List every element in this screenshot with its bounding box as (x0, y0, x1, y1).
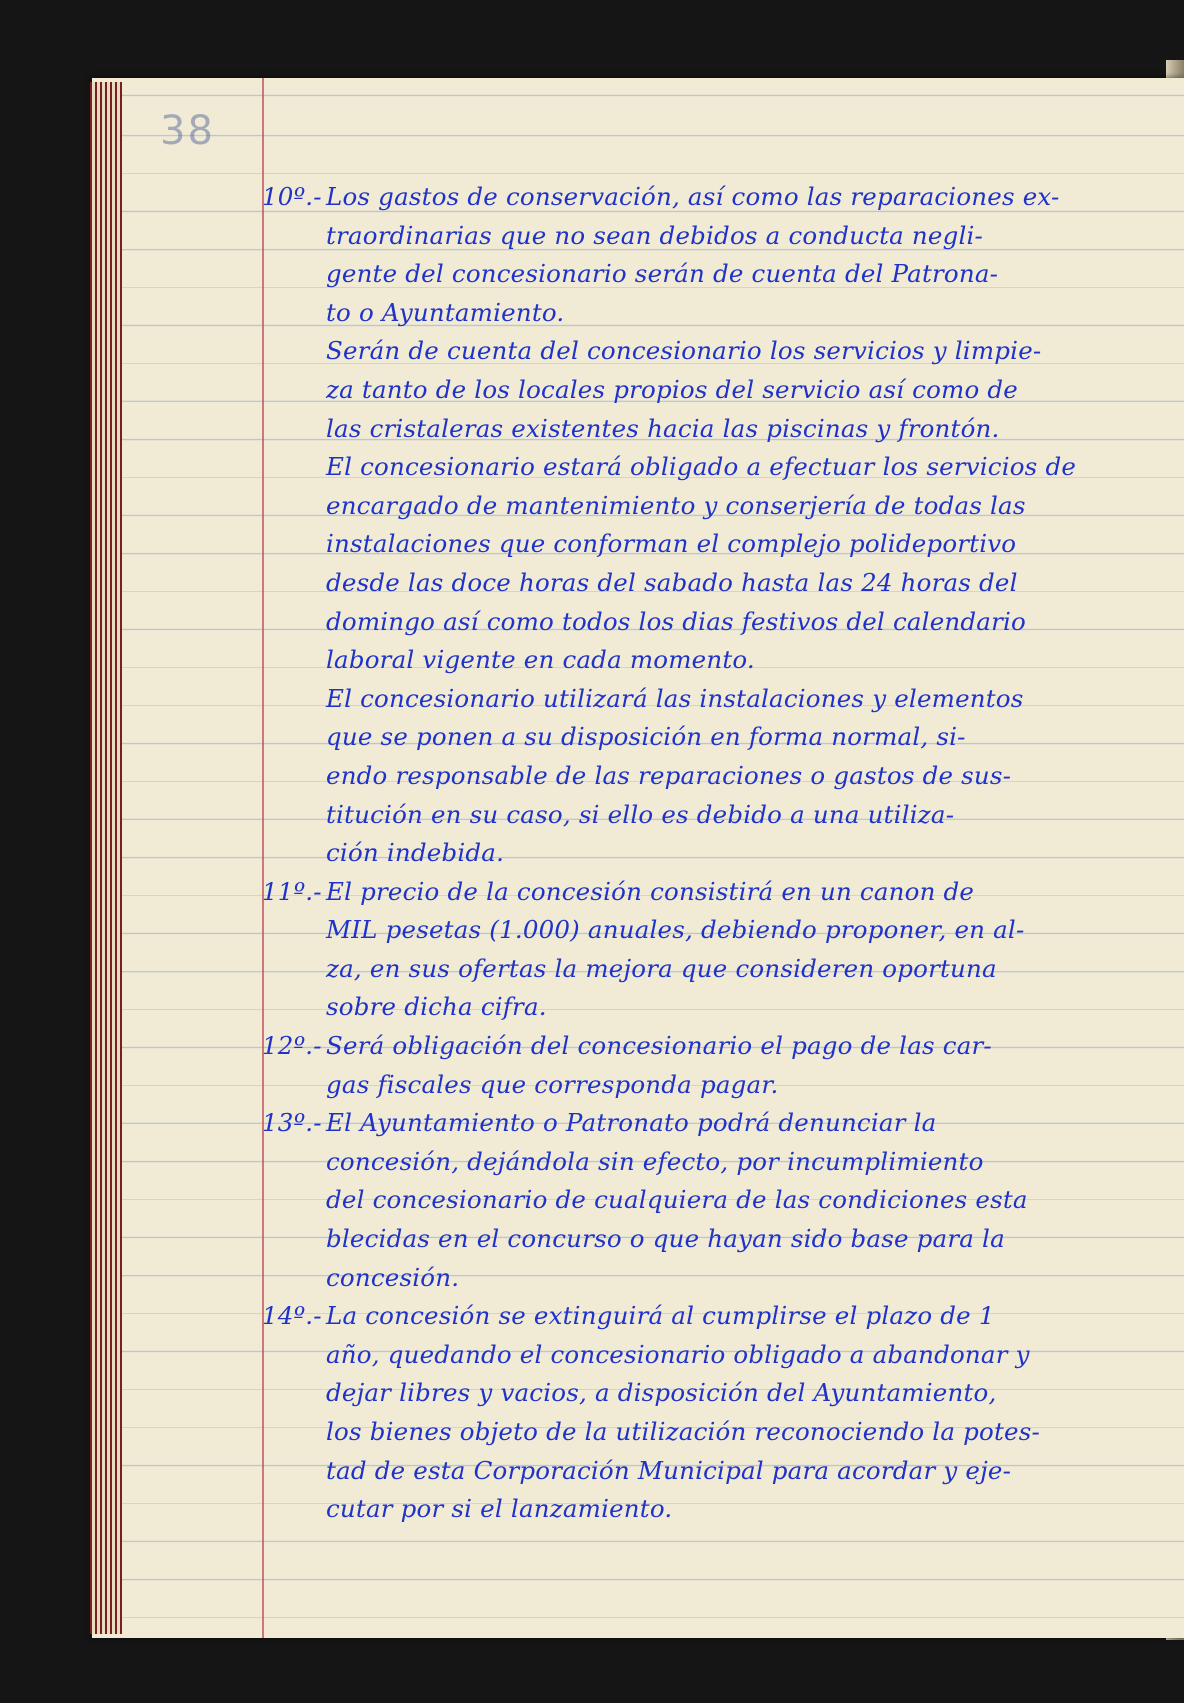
text-line (262, 1259, 1162, 1298)
text-line (262, 332, 1162, 371)
handwritten-text (262, 178, 1162, 1529)
clause-number: 11º.- (262, 876, 322, 906)
line-text: za tanto de los locales propios del servicio así como de (326, 374, 1019, 404)
line-text: desde las doce horas del sabado hasta las 24 horas del (326, 567, 1018, 597)
line-text: dejar libres y vacios, a disposición del Ayuntamiento, (326, 1378, 997, 1408)
line-text: Serán de cuenta del concesionario los servicios y limpie- (326, 336, 1042, 366)
text-line (262, 1336, 1162, 1375)
line-text: instalaciones que conforman el complejo polideportivo (326, 529, 1017, 559)
line-text: concesión, dejándola sin efecto, por incumplimiento (326, 1146, 984, 1176)
line-text: El concesionario utilizará las instalaciones y elementos (326, 683, 1024, 713)
page-number: 38 (160, 108, 215, 154)
line-text: del concesionario de cualquiera de las condiciones esta (326, 1185, 1028, 1215)
text-line (262, 603, 1162, 642)
line-text: gente del concesionario serán de cuenta del Patrona- (326, 259, 999, 289)
text-line (262, 1027, 1162, 1066)
line-text: El precio de la concesión consistirá en un canon de (326, 876, 975, 906)
text-line (262, 1220, 1162, 1259)
clause-number: 12º.- (262, 1031, 322, 1061)
text-line (262, 641, 1162, 680)
text-line (262, 834, 1162, 873)
text-line (262, 371, 1162, 410)
text-line (262, 487, 1162, 526)
text-line (262, 1066, 1162, 1105)
text-line (262, 178, 1162, 217)
text-line (262, 950, 1162, 989)
line-text: MIL pesetas (1.000) anuales, debiendo proponer, en al- (326, 915, 1025, 945)
text-line (262, 1452, 1162, 1491)
line-text: laboral vigente en cada momento. (326, 645, 755, 675)
text-line (262, 1374, 1162, 1413)
text-line (262, 796, 1162, 835)
text-line (262, 1181, 1162, 1220)
text-line (262, 255, 1162, 294)
line-text: las cristaleras existentes hacia las piscinas y frontón. (326, 413, 1000, 443)
page-stack-edges (90, 82, 122, 1634)
text-line (262, 1297, 1162, 1336)
line-text: titución en su caso, si ello es debido a una utiliza- (326, 799, 955, 829)
text-line (262, 911, 1162, 950)
text-line (262, 1413, 1162, 1452)
line-text: que se ponen a su disposición en forma normal, si- (326, 722, 966, 752)
line-text: Los gastos de conservación, así como las reparaciones ex- (326, 182, 1060, 211)
text-line (262, 873, 1162, 912)
text-line (262, 1104, 1162, 1143)
line-text: encargado de mantenimiento y conserjería de todas las (326, 490, 1026, 520)
text-line (262, 1143, 1162, 1182)
text-line (262, 217, 1162, 256)
line-text: tad de esta Corporación Municipal para acordar y eje- (326, 1455, 1012, 1485)
line-text: za, en sus ofertas la mejora que consideren oportuna (326, 953, 997, 983)
text-line (262, 294, 1162, 333)
text-line (262, 680, 1162, 719)
clause-number: 14º.- (262, 1301, 322, 1331)
line-text: El concesionario estará obligado a efectuar los servicios de (326, 452, 1077, 482)
clause-number: 13º.- (262, 1108, 322, 1138)
text-line (262, 448, 1162, 487)
text-line (262, 988, 1162, 1027)
text-line (262, 410, 1162, 449)
text-line (262, 718, 1162, 757)
line-text: traordinarias que no sean debidos a conducta negli- (326, 220, 984, 250)
line-text: Será obligación del concesionario el pago de las car- (326, 1031, 992, 1061)
line-text: año, quedando el concesionario obligado a abandonar y (326, 1339, 1030, 1369)
text-line (262, 1490, 1162, 1529)
line-text: ción indebida. (326, 838, 505, 868)
text-line (262, 757, 1162, 796)
line-text: gas fiscales que corresponda pagar. (326, 1069, 779, 1099)
line-text: los bienes objeto de la utilización reconociendo la potes- (326, 1417, 1040, 1446)
line-text: sobre dicha cifra. (326, 992, 547, 1022)
line-text: endo responsable de las reparaciones o gastos de sus- (326, 760, 1012, 790)
line-text: blecidas en el concurso o que hayan sido base para la (326, 1224, 1005, 1254)
line-text: El Ayuntamiento o Patronato podrá denunciar la (326, 1108, 937, 1138)
line-text: domingo así como todos los dias festivos del calendario (326, 606, 1026, 636)
line-text: cutar por si el lanzamiento. (326, 1494, 673, 1524)
clause-number: 10º.- (262, 182, 322, 211)
line-text: concesión. (326, 1262, 460, 1292)
line-text: to o Ayuntamiento. (326, 297, 565, 327)
text-line (262, 564, 1162, 603)
line-text: La concesión se extinguirá al cumplirse el plazo de 1 (326, 1301, 995, 1331)
text-line (262, 525, 1162, 564)
